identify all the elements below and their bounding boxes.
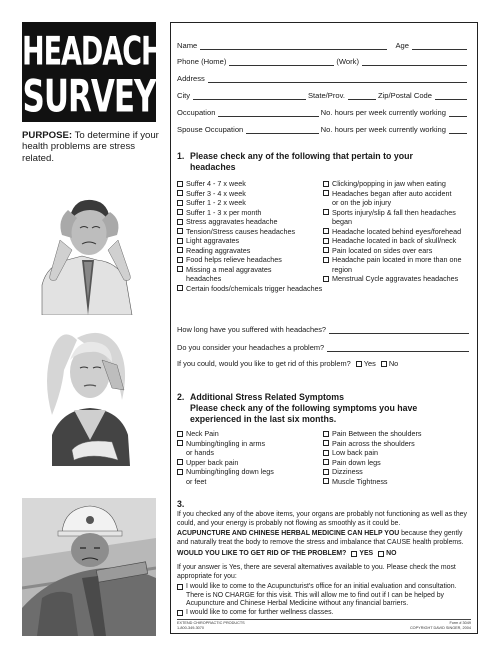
checklist-item[interactable] bbox=[323, 227, 475, 237]
checklist-item-label: Sports injury/slip & fall then headaches bbox=[332, 207, 456, 217]
checklist-item-label: Reading aggravates bbox=[186, 245, 251, 255]
footer-divider bbox=[177, 619, 471, 620]
checkbox[interactable] bbox=[323, 440, 329, 446]
section-1-title-line-2: headaches bbox=[190, 162, 236, 172]
checkbox[interactable] bbox=[323, 190, 329, 196]
city-field[interactable] bbox=[193, 92, 306, 100]
purpose-text: To determine if your health problems are stress related. bbox=[22, 130, 159, 164]
checklist-item[interactable] bbox=[177, 236, 327, 246]
name-row bbox=[177, 41, 469, 50]
checkbox[interactable] bbox=[177, 469, 183, 475]
checklist-item-label: Missing a meal aggravates bbox=[186, 264, 272, 274]
checklist-item[interactable] bbox=[177, 439, 327, 449]
checklist-item-label: Stress aggravates headache bbox=[186, 217, 278, 226]
section-3-bold-claim: ACUPUNCTURE AND CHINESE HERBAL MEDICINE CAN HELP YOU bbox=[177, 530, 400, 537]
question-problem-row bbox=[177, 343, 469, 352]
section-1-number: 1. bbox=[177, 151, 185, 161]
checkbox[interactable] bbox=[177, 257, 183, 263]
question-duration: How long have you suffered with headaches? bbox=[177, 325, 327, 334]
section-3-heading bbox=[177, 499, 190, 510]
checklist-item[interactable] bbox=[323, 439, 475, 449]
section-3-paragraph-2-text: because they gently and naturally treat the body to remove the stress and imbalance that CAUSE health problems. bbox=[177, 530, 464, 546]
checkbox[interactable] bbox=[323, 247, 329, 253]
headache-woman-photo bbox=[22, 320, 156, 466]
headache-man-photo bbox=[22, 180, 156, 315]
checklist-item-label: Tension/Stress causes headaches bbox=[186, 226, 296, 236]
rid-no-option[interactable] bbox=[381, 359, 398, 368]
occupation-row bbox=[177, 108, 469, 117]
checklist-item-label: Light aggravates bbox=[186, 236, 240, 245]
checkbox[interactable] bbox=[177, 219, 183, 225]
checklist-item[interactable] bbox=[177, 265, 327, 275]
phone-row bbox=[177, 57, 469, 66]
city-row bbox=[177, 91, 469, 100]
checkbox[interactable] bbox=[177, 285, 183, 291]
section-3-yes-option[interactable] bbox=[351, 550, 373, 559]
checkbox[interactable] bbox=[323, 228, 329, 234]
checklist-item[interactable] bbox=[177, 255, 327, 265]
section-3-no-label: NO bbox=[386, 550, 397, 557]
title-line-1: HEADACHE bbox=[22, 29, 181, 75]
section-2-number: 2. bbox=[177, 392, 185, 402]
duration-answer-field[interactable] bbox=[329, 326, 469, 334]
footer-company: EXTEND CHIROPRACTIC PRODUCTS bbox=[177, 621, 245, 625]
checklist-item-label: Suffer 3 - 4 x week bbox=[186, 188, 246, 198]
question-rid-row bbox=[177, 359, 469, 368]
checklist-item-label: Suffer 1 - 3 x per month bbox=[186, 207, 262, 217]
work-label: (Work) bbox=[336, 57, 360, 66]
checklist-item-label: Headache located behind eyes/forehead bbox=[332, 226, 462, 236]
checklist-item-label: Headache located in back of skull/neck bbox=[332, 236, 457, 245]
checklist-item-label: Numbing/tingling down legs bbox=[186, 467, 274, 476]
footer-copyright: COPYRIGHT DAVID SINGER, 2004 bbox=[409, 626, 471, 630]
checklist-item-continuation: headaches bbox=[186, 274, 222, 283]
checkbox[interactable] bbox=[323, 209, 329, 215]
checklist-item-label: Pain down legs bbox=[332, 457, 381, 467]
checklist-item[interactable] bbox=[323, 189, 475, 199]
checklist-item-label: Numbing/tingling in arms bbox=[186, 438, 266, 448]
work-phone-field[interactable] bbox=[362, 58, 467, 66]
spouse-occupation-field[interactable] bbox=[246, 126, 318, 134]
checkbox[interactable] bbox=[177, 238, 183, 244]
zip-label: Zip/Postal Code bbox=[377, 91, 432, 100]
rid-no-checkbox[interactable] bbox=[381, 361, 387, 367]
section-2-heading bbox=[177, 392, 417, 425]
section-2-title-line-2: Please check any of the following symptoms you have bbox=[190, 403, 418, 413]
checklist-item-label: Menstrual Cycle aggravates headaches bbox=[332, 274, 459, 283]
checklist-item-label: Pain Between the shoulders bbox=[332, 429, 422, 438]
problem-answer-field[interactable] bbox=[327, 344, 469, 352]
checkbox[interactable] bbox=[177, 190, 183, 196]
checklist-item-continuation: or on the job injury bbox=[332, 198, 392, 207]
checkbox[interactable] bbox=[323, 478, 329, 484]
checkbox[interactable] bbox=[323, 450, 329, 456]
checkbox[interactable] bbox=[323, 276, 329, 282]
checklist-item-continuation: region bbox=[332, 264, 352, 274]
section-3-no-checkbox[interactable] bbox=[378, 551, 384, 557]
occupation-field[interactable] bbox=[218, 109, 318, 117]
checklist-item[interactable] bbox=[177, 246, 327, 256]
checkbox[interactable] bbox=[323, 181, 329, 187]
purpose-label: PURPOSE: bbox=[22, 130, 73, 141]
question-duration-row bbox=[177, 325, 469, 334]
section-3-paragraph-2 bbox=[177, 530, 469, 547]
name-field[interactable] bbox=[200, 42, 387, 50]
section-1-right-checklist bbox=[323, 179, 475, 284]
checklist-item-label: Headache pain located in more than one bbox=[332, 255, 462, 264]
checklist-item[interactable] bbox=[177, 429, 327, 439]
checkbox[interactable] bbox=[177, 200, 183, 206]
checklist-item-label: Neck Pain bbox=[186, 429, 219, 438]
checkbox[interactable] bbox=[323, 431, 329, 437]
age-label: Age bbox=[395, 41, 409, 50]
spouse-row bbox=[177, 125, 469, 134]
consultation-option[interactable] bbox=[177, 583, 469, 609]
checklist-item[interactable] bbox=[177, 198, 327, 208]
checkbox[interactable] bbox=[177, 431, 183, 437]
checklist-item-label: Food helps relieve headaches bbox=[186, 255, 282, 264]
checklist-item[interactable] bbox=[177, 208, 327, 218]
checklist-item[interactable] bbox=[323, 477, 475, 487]
checklist-item[interactable] bbox=[323, 448, 475, 458]
section-1-left-checklist bbox=[177, 179, 327, 293]
state-field[interactable] bbox=[348, 92, 376, 100]
rid-yes-label: Yes bbox=[363, 359, 376, 368]
wellness-classes-checkbox[interactable] bbox=[177, 610, 183, 616]
footer-publisher bbox=[177, 621, 245, 631]
rid-yes-option[interactable] bbox=[356, 359, 376, 368]
checkbox[interactable] bbox=[177, 247, 183, 253]
checklist-item[interactable] bbox=[323, 255, 475, 265]
checkbox[interactable] bbox=[177, 209, 183, 215]
footer-copyright-block bbox=[410, 621, 471, 631]
section-2-title-line-3: experienced in the last six months. bbox=[190, 414, 337, 424]
section-2-right-checklist bbox=[323, 429, 475, 486]
checklist-item[interactable] bbox=[177, 467, 327, 477]
checklist-item-continuation: began bbox=[332, 217, 352, 226]
checklist-item-label: Pain across the shoulders bbox=[332, 438, 415, 448]
checklist-item-label: Upper back pain bbox=[186, 457, 239, 467]
checklist-item-label: Clicking/popping in jaw when eating bbox=[332, 179, 446, 188]
section-3-yes-checkbox[interactable] bbox=[351, 551, 357, 557]
checklist-item[interactable] bbox=[177, 189, 327, 199]
footer-form-number: Form # 3049 bbox=[449, 621, 471, 625]
state-label: State/Prov. bbox=[307, 91, 345, 100]
purpose-statement bbox=[22, 130, 162, 164]
section-2-title-line-1: Additional Stress Related Symptoms bbox=[190, 392, 344, 402]
checkbox[interactable] bbox=[177, 440, 183, 446]
section-3-no-option[interactable] bbox=[378, 550, 396, 559]
checkbox[interactable] bbox=[177, 181, 183, 187]
city-label: City bbox=[177, 91, 191, 100]
question-problem: Do you consider your headaches a problem? bbox=[177, 343, 325, 352]
footer-phone: 1-800-349-3070 bbox=[177, 626, 205, 630]
consultation-checkbox[interactable] bbox=[177, 584, 183, 590]
checkbox[interactable] bbox=[323, 469, 329, 475]
question-rid: If you could, would you like to get rid of this problem? bbox=[177, 359, 351, 368]
section-3-paragraph-3: If your answer is Yes, there are several alternatives available to you. Please check the most appropriate for you: bbox=[177, 564, 456, 580]
construction-worker-photo bbox=[22, 498, 156, 636]
checklist-item-continuation: or hands bbox=[186, 448, 214, 457]
checklist-item[interactable] bbox=[177, 179, 327, 189]
checklist-item[interactable] bbox=[177, 284, 327, 294]
checklist-item-label: Suffer 4 - 7 x week bbox=[186, 179, 246, 188]
checkbox[interactable] bbox=[323, 459, 329, 465]
survey-title-block bbox=[22, 22, 181, 124]
checklist-item-label: Suffer 1 - 2 x week bbox=[186, 198, 246, 207]
section-3-question: WOULD YOU LIKE TO GET RID OF THE PROBLEM? bbox=[177, 550, 347, 557]
checklist-item[interactable] bbox=[177, 217, 327, 227]
checkbox[interactable] bbox=[177, 459, 183, 465]
checklist-item-label: Headaches began after auto accident bbox=[332, 188, 452, 198]
checklist-item[interactable] bbox=[177, 227, 327, 237]
checklist-item[interactable] bbox=[323, 458, 475, 468]
age-field[interactable] bbox=[412, 42, 467, 50]
checklist-item-label: Low back pain bbox=[332, 448, 378, 457]
spouse-occupation-label: Spouse Occupation bbox=[177, 125, 244, 134]
checklist-item[interactable] bbox=[323, 236, 475, 246]
checklist-item-continuation: or feet bbox=[186, 476, 207, 486]
address-row bbox=[177, 74, 469, 83]
checklist-item[interactable] bbox=[323, 274, 475, 284]
section-3-yes-label: YES bbox=[359, 550, 374, 557]
wellness-classes-option[interactable] bbox=[177, 609, 469, 618]
address-field[interactable] bbox=[208, 75, 467, 83]
section-2-left-checklist bbox=[177, 429, 327, 486]
hours-field-1[interactable] bbox=[449, 109, 467, 117]
section-3-paragraph-1: If you checked any of the above items, your organs are probably not functioning as well as they could, and your energy is probably not flowing as smoothly as it could be. bbox=[177, 511, 467, 527]
hours-label-2: No. hours per week currently working bbox=[320, 125, 446, 134]
section-3-question-row bbox=[177, 550, 469, 559]
checklist-item-label: Dizziness bbox=[332, 467, 363, 476]
consultation-option-text: I would like to come to the Acupuncturist's office for an initial evaluation and consultation. There is NO CHARGE for this visit. This will allow me to find out if I can be helped by Acupuncture and Chinese Herbal Medicine without any financial barriers. bbox=[186, 583, 457, 608]
address-label: Address bbox=[177, 74, 205, 83]
occupation-label: Occupation bbox=[177, 108, 216, 117]
checklist-item[interactable] bbox=[323, 179, 475, 189]
checklist-item[interactable] bbox=[323, 467, 475, 477]
checklist-item[interactable] bbox=[323, 246, 475, 256]
checkbox[interactable] bbox=[323, 257, 329, 263]
survey-form-panel bbox=[170, 22, 478, 634]
wellness-classes-option-text: I would like to come for further wellness classes. bbox=[186, 609, 334, 616]
hours-label-1: No. hours per week currently working bbox=[320, 108, 446, 117]
phone-home-field[interactable] bbox=[229, 58, 334, 66]
checklist-item[interactable] bbox=[323, 429, 475, 439]
checklist-item-label: Muscle Tightness bbox=[332, 476, 388, 486]
hours-field-2[interactable] bbox=[449, 126, 467, 134]
checkbox[interactable] bbox=[323, 238, 329, 244]
checkbox[interactable] bbox=[177, 266, 183, 272]
rid-yes-checkbox[interactable] bbox=[356, 361, 362, 367]
section-1-heading bbox=[177, 151, 413, 173]
rid-no-label: No bbox=[388, 359, 399, 368]
section-3-number: 3. bbox=[177, 499, 185, 509]
section-1-title-line-1: Please check any of the following that pertain to your bbox=[190, 151, 413, 161]
checklist-item-label: Pain located on sides over ears bbox=[332, 245, 433, 255]
checklist-item[interactable] bbox=[177, 458, 327, 468]
name-label: Name bbox=[177, 41, 198, 50]
zip-field[interactable] bbox=[435, 92, 467, 100]
title-line-2: SURVEY bbox=[22, 70, 156, 124]
checklist-item-label: Certain foods/chemicals trigger headaches bbox=[186, 283, 323, 293]
phone-home-label: Phone (Home) bbox=[177, 57, 227, 66]
checklist-item[interactable] bbox=[323, 208, 475, 218]
checkbox[interactable] bbox=[177, 228, 183, 234]
